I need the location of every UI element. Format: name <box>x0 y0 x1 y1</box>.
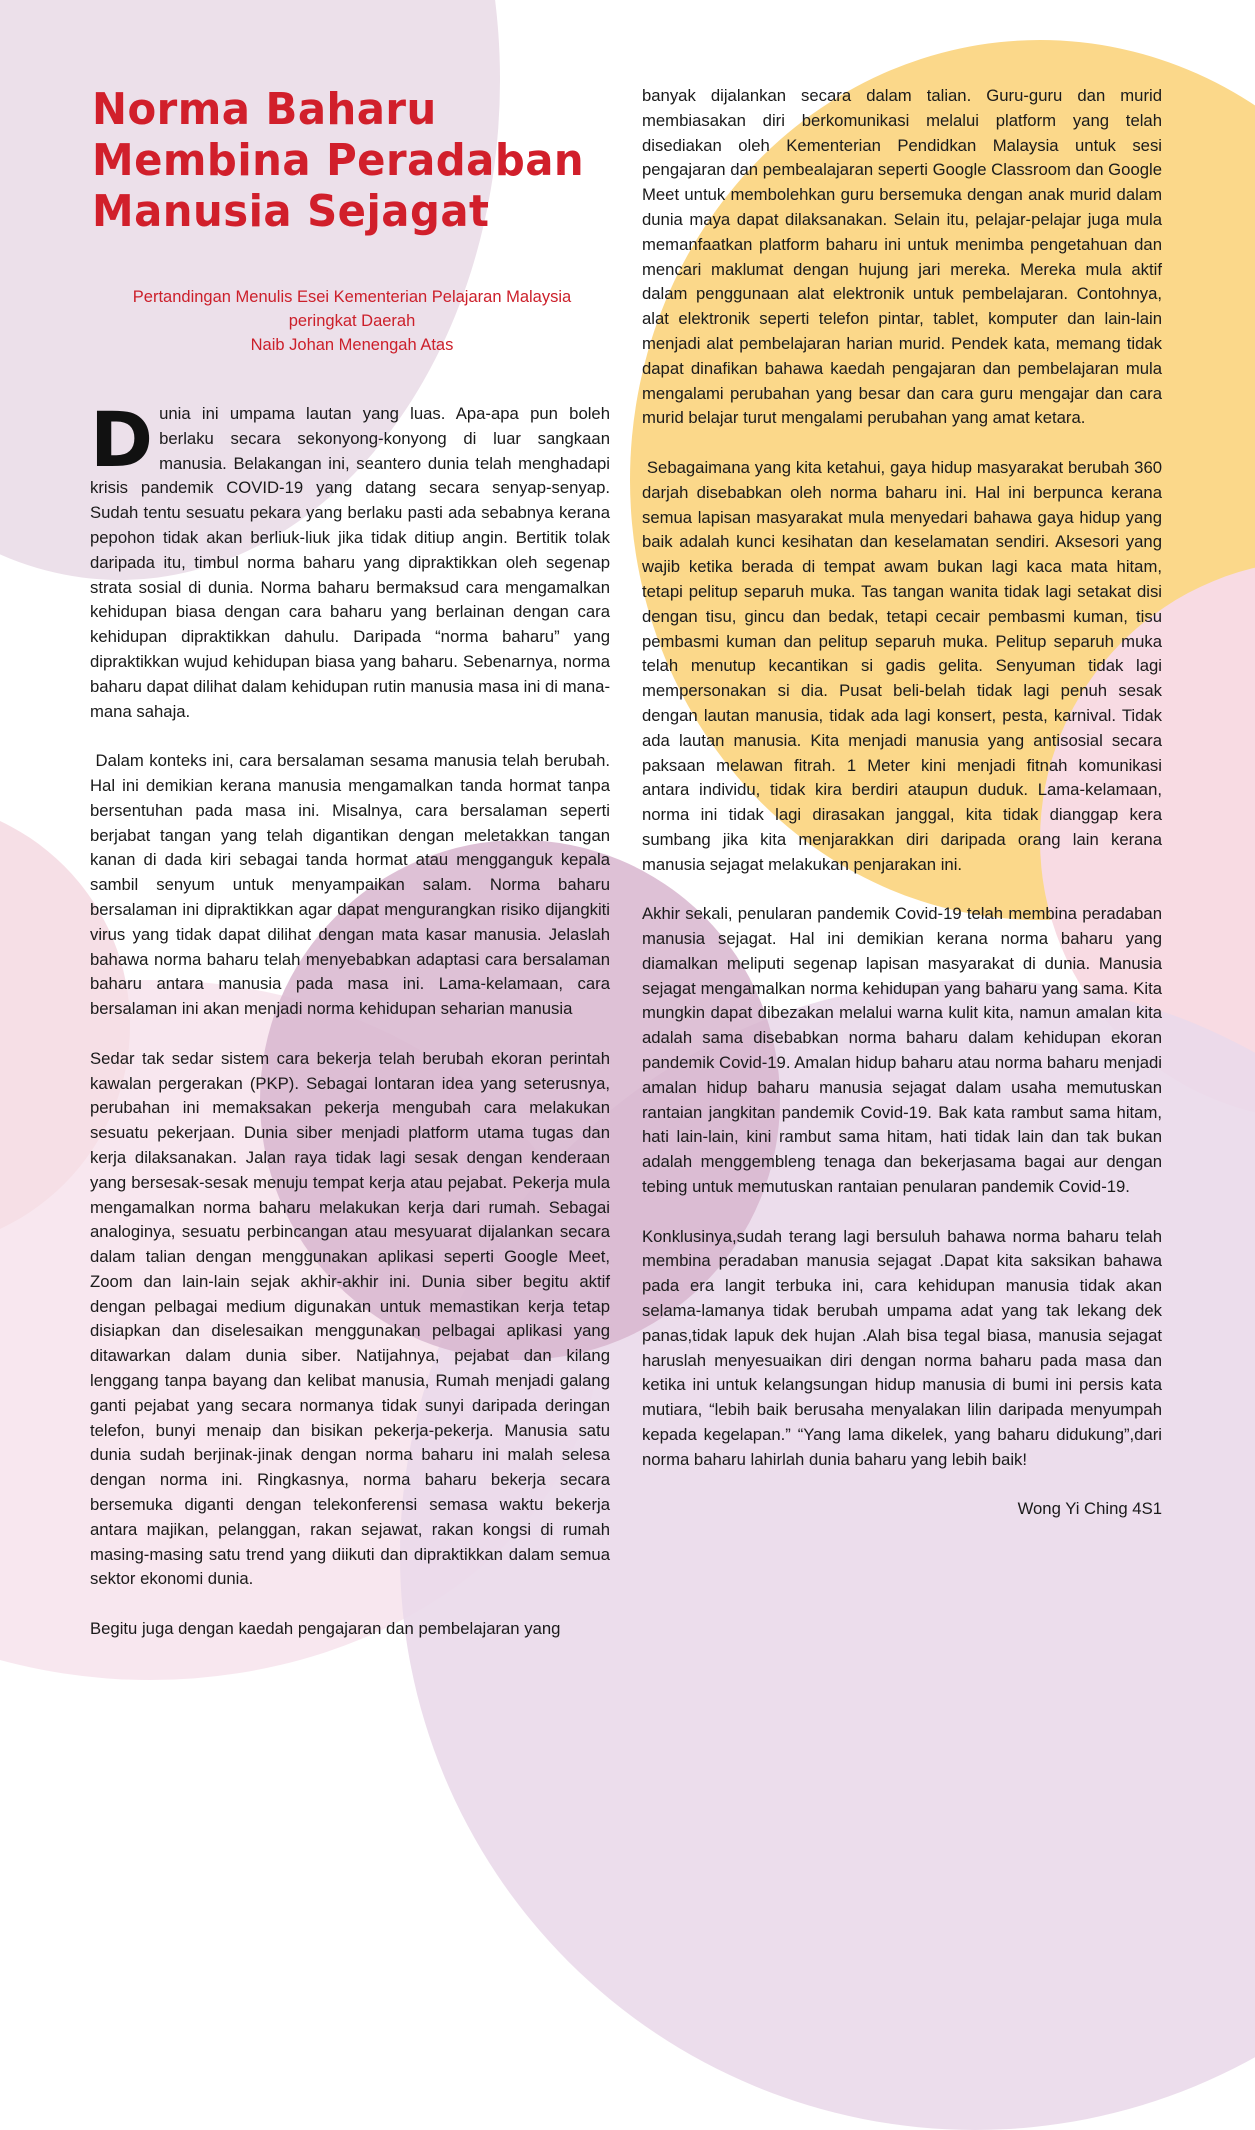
paragraph-global: Akhir sekali, penularan pandemik Covid-19 telah membina peradaban manusia sejagat. Hal ini demikian kerana norma baharu yang diamalkan meliputi segenap lapisan masyarakat di dunia. Manusia sejagat mengamalkan norma kehidupan yang baharu yang sama. Kita mungkin dapat dibezakan melalui warna kulit kita, namun amalan kita adalah sama disebabkan norma baharu dalam kehidupan ekoran pandemik Covid-19. Amalan hidup baharu atau norma baharu menjadi amalan hidup baharu manusia sejagat dalam usaha memutuskan rantaian jangkitan pandemik Covid-19. Bak kata rambut sama hitam, hati lain-lain, kini rambut sama hitam, hati tidak lain dan tak bukan adalah menggembleng tenaga dan bekerjasama bagai aur dengan tebing untuk memutuskan rantaian penularan pandemik Covid-19. <box>642 904 1162 1197</box>
title-line-3: Manusia Sejagat <box>92 186 490 237</box>
drop-cap: D <box>90 395 154 484</box>
paragraph-intro <box>90 395 610 724</box>
paragraph-education-cont: banyak dijalankan secara dalam talian. Guru-guru dan murid membiasakan diri berkomunikasi melalui platform yang telah disediakan oleh Kementerian Pendidkan Malaysia untuk sesi pengajaran dan pembealajaran seperti Google Classroom dan Google Meet untuk membolehkan guru bersemuka dengan anak murid dalam dunia maya dapat dilaksanakan. Selain itu, pelajar-pelajar juga mula memanfaatkan platform baharu ini untuk menimba pengetahuan dan mencari maklumat dengan hujung jari mereka. Mereka mula aktif dalam penggunaan alat elektronik untuk pembelajaran. Contohnya, alat elektronik seperti telefon pintar, tablet, komputer dan lain-lain menjadi alat pembelajaran harian murid. Pendek kata, memang tidak dapat dinafikan bahawa kaedah pengajaran dan pembelajaran mula mengalami perubahan yang besar dan cara guru mengajar dan cara murid belajar turut mengalami perubahan yang amat ketara. <box>642 86 1162 428</box>
paragraph-work: Sedar tak sedar sistem cara bekerja telah berubah ekoran perintah kawalan pergerakan (PKP). Sebagai lontaran idea yang seterusnya, perubahan ini memaksakan pekerja mengubah cara melakukan sesuatu pekerjaan. Dunia siber menjadi platform utama tugas dan kerja dilaksanakan. Jalan raya tidak lagi sesak dengan kenderaan yang bersesak-sesak menuju tempat kerja atau pejabat. Pekerja mula mengamalkan norma baharu melakukan kerja dari rumah. Sebagai analoginya, sesuatu perbincangan atau mesyuarat dijalankan secara dalam talian dengan menggunakan aplikasi seperti Google Meet, Zoom dan lain-lain sejak akhir-akhir ini. Dunia siber begitu aktif dengan pelbagai medium digunakan untuk memastikan kerja tetap disiapkan dan diselesaikan menggunakan pelbagai aplikasi yang ditawarkan dalam dunia siber. Natijahnya, pejabat dan kilang lenggang tanpa bayang dan kelibat manusia, Rumah menjadi galang ganti pejabat yang secara normanya tidak sunyi daripada deringan telefon, bunyi menaip dan bisikan pekerja-pekerja. Manusia satu dunia sudah berjinak-jinak dengan norma baharu ini malah selesa dengan norma ini. Ringkasnya, norma baharu bekerja secara bersemuka diganti dengan telekonferensi semasa waktu bekerja antara majikan, pelanggan, rakan sejawat, rakan kongsi di rumah masing-masing satu trend yang diikuti dan dipraktikkan dalam semua sektor ekonomi dunia. <box>90 1048 610 1589</box>
subtitle-competition: Pertandingan Menulis Esei Kementerian Pelajaran Malaysia <box>132 288 572 306</box>
left-column <box>90 395 615 1667</box>
paragraph-lifestyle: Sebagaimana yang kita ketahui, gaya hidup masyarakat berubah 360 darjah disebabkan oleh norma baharu ini. Hal ini berpunca kerana semua lapisan masyarakat mula menyedari bahawa gaya hidup yang baik adalah kunci kesihatan dan keselamatan sendiri. Aksesori yang wajib ketika berada di tempat awam bukan lagi kaca mata hitam, tetapi pelitup separuh muka. Tas tangan wanita tidak lagi setakat disi dengan tisu, gincu dan bedak, tetapi cecair pembasmi kuman, tisu pembasmi kuman dan pelitup separuh muka. Pelitup separuh muka telah menutup kecantikan si gadis gelita. Senyuman tidak lagi mempersonakan si dia. Pusat beli-belah tidak lagi penuh sesak dengan lautan manusia, tidak ada lagi konsert, pesta, karnival. Tidak ada lautan manusia. Kita menjadi manusia yang antisosial secara paksaan melawan fitrah. 1 Meter kini menjadi fitnah komunikasi antara individu, tidak kira berdiri ataupun duduk. Lama-kelamaan, norma ini tidak lagi dirasakan janggal, kita tidak dianggap kera sumbang jika kita menjarakkan diri daripada orang lain kerana manusia sejagat melakukan penjarakan ini. <box>642 457 1167 874</box>
paragraph-greeting: Dalam konteks ini, cara bersalaman sesama manusia telah berubah. Hal ini demikian kerana manusia mengamalkan tanda hormat tanpa bersentuhan pada masa ini. Misalnya, cara bersalaman seperti berjabat tangan yang telah digantikan dengan meletakkan tangan kanan di dada kiri sebagai tanda hormat atau mengganguk kepala sambil senyum untuk menyampaikan salam. Norma baharu bersalaman ini dipraktikkan agar dapat mengurangkan risiko dijangkiti virus yang tidak dapat dilihat dengan mata kasar manusia. Jelaslah bahawa norma baharu telah menyebabkan adaptasi cara bersalaman baharu antara manusia pada masa ini. Lama-kelamaan, cara bersalaman ini akan menjadi norma kehidupan seharian manusia <box>90 751 615 1019</box>
paragraph-education-start: Begitu juga dengan kaedah pengajaran dan pembelajaran yang <box>90 1619 561 1639</box>
right-column <box>642 84 1167 1547</box>
article-title <box>92 84 586 237</box>
article-subtitle <box>92 285 612 357</box>
paragraph-intro-text: unia ini umpama lautan yang luas. Apa-apa pun boleh berlaku secara sekonyong-konyong di luar sangkaan manusia. Belakangan ini, seantero dunia telah menghadapi krisis pandemik COVID-19 yang datang secara senyap-senyap. Sudah tentu sesuatu pekara yang berlaku pasti ada sebabnya kerana pepohon tidak akan berliuk-liuk jika tidak ditiup angin. Bertitik tolak daripada itu, timbul norma baharu yang dipraktikkan oleh segenap strata sosial di dunia. Norma baharu bermaksud cara mengamalkan kehidupan biasa dengan cara baharu yang berlainan dengan cara kehidupan dipraktikkan dahulu. Daripada “norma baharu” yang dipraktikkan wujud kehidupan biasa yang baharu. Sebenarnya, norma baharu dapat dilihat dalam kehidupan rutin manusia masa ini di mana-mana sahaja. <box>90 404 610 721</box>
subtitle-award: Naib Johan Menengah Atas <box>250 336 454 354</box>
title-line-1: Norma Baharu <box>92 84 437 135</box>
subtitle-level: peringkat Daerah <box>288 312 416 330</box>
author-signature: Wong Yi Ching 4S1 <box>1017 1499 1162 1519</box>
title-line-2: Membina Peradaban <box>92 135 585 186</box>
paragraph-conclusion: Konklusinya,sudah terang lagi bersuluh bahawa norma baharu telah membina peradaban manusia sejagat .Dapat kita saksikan bahawa pada era langit terbuka ini, cara kehidupan manusia tidak akan selama-lamanya tidak berubah umpama adat yang tak lekang dek panas,tidak lapuk dek hujan .Alah bisa tegal biasa, manusia sejagat haruslah menyesuaikan diri dengan norma baharu pada masa dan ketika ini untuk kelangsungan hidup manusia di bumi ini persis kata mutiara, “lebih baik berusaha menyalakan lilin daripada menyumpah kepada kegelapan.” “Yang lama dikelek, yang baharu didukung”,dari norma baharu lahirlah dunia baharu yang lebih baik! <box>642 1226 1162 1469</box>
